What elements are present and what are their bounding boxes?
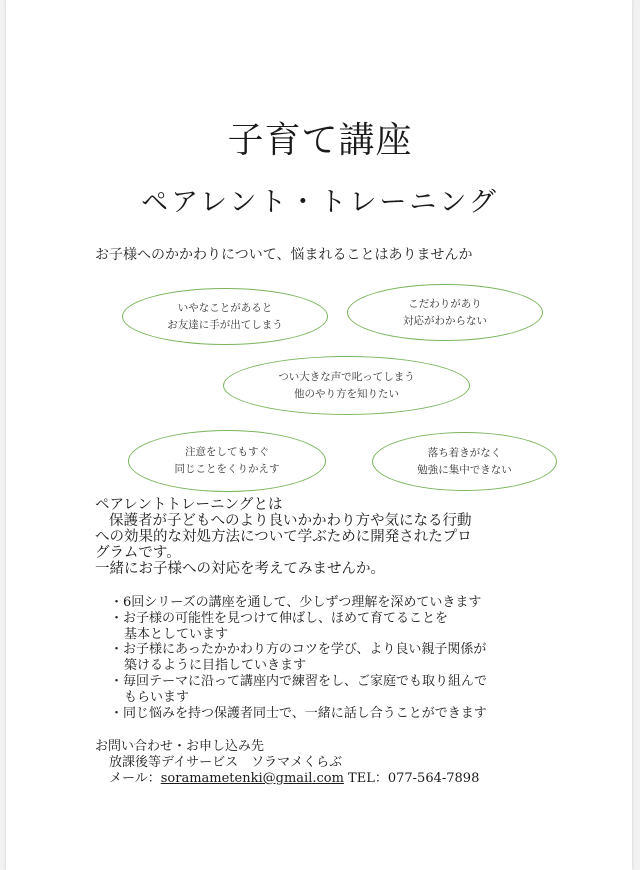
bubble-line: 落ち着きがなく bbox=[427, 446, 502, 459]
concern-bubble-1 bbox=[122, 288, 328, 345]
bubble-line: つい大きな声で叱ってしまう bbox=[278, 370, 415, 383]
page-subtitle: ペアレント・トレーニング bbox=[141, 187, 499, 218]
bubble-line: 勉強に集中できない bbox=[417, 463, 512, 476]
concern-bubble-4 bbox=[128, 430, 326, 492]
bubble-line: 同じことをくりかえす bbox=[174, 463, 280, 475]
list-item: ・同じ悩みを持つ保護者同士で、一緒に話し合うことができます bbox=[110, 705, 487, 721]
bubble-line: いやなことがあると bbox=[177, 301, 273, 314]
concern-bubble-5 bbox=[372, 432, 557, 491]
bubble-line: 他のやり方を知りたい bbox=[294, 387, 399, 400]
contact-section bbox=[95, 739, 555, 787]
intro-section bbox=[95, 497, 545, 577]
contact-line bbox=[95, 771, 555, 787]
list-item-continuation: 築けるように目指していきます bbox=[124, 658, 307, 674]
intro-line: 一緒にお子様への対応を考えてみませんか。 bbox=[95, 561, 385, 577]
page-title: 子育て講座 bbox=[227, 120, 413, 161]
list-item: ・6回シリーズの講座を通して、少しずつ理解を深めていきます bbox=[110, 595, 482, 610]
concern-bubble-3 bbox=[223, 356, 470, 415]
intro-line: 保護者が子どもへのより良いかかわり方や気になる行動 bbox=[109, 513, 472, 529]
bubble-line: 対応がわからない bbox=[403, 314, 487, 327]
contact-org: 放課後等デイサービス ソラマメくらぶ bbox=[109, 755, 343, 770]
intro-heading: ペアレントトレーニングとは bbox=[95, 497, 283, 513]
concern-bubble-2 bbox=[347, 284, 543, 341]
points-list bbox=[110, 595, 550, 721]
intro-line: グラムです。 bbox=[95, 545, 181, 561]
bubble-line: こだわりがあり bbox=[408, 297, 482, 310]
intro-line: への効果的な対処方法について学ぶために開発されたプロ bbox=[95, 529, 472, 545]
list-item: ・お子様の可能性を見つけて伸ばし、ほめて育てることを bbox=[110, 610, 449, 626]
bubble-line: 注意をしてもすぐ bbox=[185, 446, 269, 458]
contact-heading: お問い合わせ・お申し込み先 bbox=[95, 739, 265, 754]
list-item-continuation: もらいます bbox=[124, 689, 190, 705]
email-link[interactable]: soramametenki@gmail.com bbox=[160, 771, 344, 786]
list-item: ・毎回テーマに沿って講座内で練習をし、ご家庭でも取り組んで bbox=[110, 673, 488, 689]
list-item: ・お子様にあったかかわり方のコツを学び、より良い親子関係が bbox=[110, 642, 487, 658]
tel-text: TEL：077-564-7898 bbox=[343, 771, 480, 786]
list-item-continuation: 基本としています bbox=[124, 626, 229, 642]
bubble-line: お友達に手が出てしまう bbox=[167, 318, 283, 331]
mail-label: メール： bbox=[109, 771, 161, 786]
question-text: お子様へのかかわりについて、悩まれることはありませんか bbox=[95, 247, 473, 263]
